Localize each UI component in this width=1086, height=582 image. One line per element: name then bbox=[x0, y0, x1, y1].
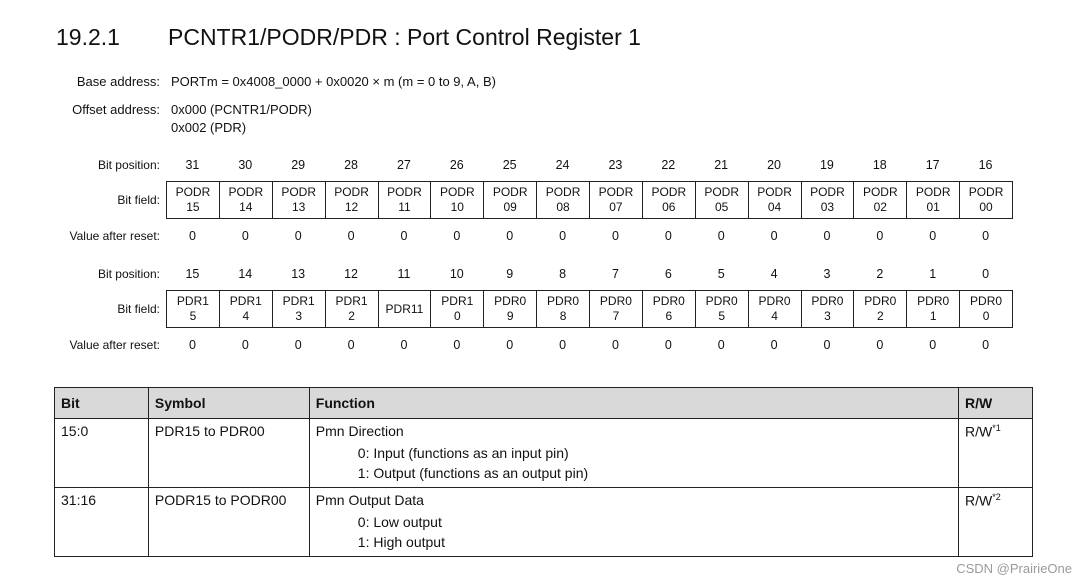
bit-field-cell: PDR0 7 bbox=[590, 291, 643, 327]
reset-value: 0 bbox=[611, 229, 619, 243]
bit-position: 20 bbox=[767, 158, 782, 172]
bit-field-cell: PDR0 2 bbox=[854, 291, 907, 327]
bit-position: 16 bbox=[978, 158, 993, 172]
reset-value: 0 bbox=[717, 229, 725, 243]
reset-value: 0 bbox=[294, 229, 302, 243]
base-address-value: PORTm = 0x4008_0000 + 0x0020 × m (m = 0 to 9, A, B) bbox=[171, 74, 496, 89]
bit-position: 4 bbox=[770, 267, 778, 281]
row-function bbox=[309, 419, 958, 488]
section-title bbox=[56, 24, 641, 51]
row-symbol: PODR15 to PODR00 bbox=[148, 488, 309, 557]
reset-value: 0 bbox=[347, 229, 355, 243]
bit-field-cell: PODR 06 bbox=[643, 182, 696, 218]
reset-value: 0 bbox=[929, 229, 937, 243]
bit-position: 12 bbox=[344, 267, 359, 281]
bit-position-label-lower: Bit position: bbox=[97, 267, 160, 281]
bit-field-cell: PDR0 6 bbox=[643, 291, 696, 327]
bit-position: 17 bbox=[925, 158, 940, 172]
reset-value: 0 bbox=[982, 229, 990, 243]
bit-position: 9 bbox=[506, 267, 514, 281]
header-rw: R/W bbox=[959, 388, 1033, 419]
bit-field-cell: PDR1 3 bbox=[273, 291, 326, 327]
base-address-label: Base address: bbox=[76, 74, 160, 89]
bit-position: 8 bbox=[559, 267, 567, 281]
reset-value: 0 bbox=[876, 338, 884, 352]
reset-value: 0 bbox=[506, 338, 514, 352]
bit-field-cell: PDR1 5 bbox=[167, 291, 220, 327]
function-name: Pmn Direction bbox=[315, 423, 404, 439]
reset-value: 0 bbox=[823, 229, 831, 243]
bit-field-cell: PODR 04 bbox=[749, 182, 802, 218]
bit-field-cell: PDR0 5 bbox=[696, 291, 749, 327]
reset-label-lower: Value after reset: bbox=[69, 338, 160, 352]
bit-fields-upper bbox=[166, 181, 1013, 219]
reset-value: 0 bbox=[400, 338, 408, 352]
bit-field-cell: PODR 01 bbox=[907, 182, 960, 218]
reset-value: 0 bbox=[664, 229, 672, 243]
reset-value: 0 bbox=[188, 229, 196, 243]
reset-value: 0 bbox=[982, 338, 990, 352]
row-rw bbox=[959, 488, 1033, 557]
bit-position-label-upper: Bit position: bbox=[97, 158, 160, 172]
row-bit: 31:16 bbox=[55, 488, 149, 557]
bit-position: 5 bbox=[717, 267, 725, 281]
reset-values-lower bbox=[166, 338, 1012, 352]
reset-value: 0 bbox=[664, 338, 672, 352]
bit-positions-upper bbox=[166, 158, 1012, 172]
bit-field-cell: PODR 10 bbox=[431, 182, 484, 218]
bit-positions-lower bbox=[166, 267, 1012, 281]
bit-field-cell: PDR11 bbox=[379, 291, 432, 327]
table-header-row bbox=[55, 388, 1033, 419]
table-row bbox=[55, 419, 1033, 488]
watermark: CSDN @PrairieOne bbox=[956, 561, 1072, 576]
reset-value: 0 bbox=[559, 229, 567, 243]
row-symbol: PDR15 to PDR00 bbox=[148, 419, 309, 488]
reset-value: 0 bbox=[188, 338, 196, 352]
function-name: Pmn Output Data bbox=[315, 492, 424, 508]
reset-values-upper bbox=[166, 229, 1012, 243]
bit-position: 18 bbox=[872, 158, 887, 172]
section-heading: PCNTR1/PODR/PDR : Port Control Register 1 bbox=[168, 24, 641, 50]
bit-position: 10 bbox=[449, 267, 464, 281]
header-bit: Bit bbox=[55, 388, 149, 419]
function-option: 0: Low output bbox=[357, 514, 442, 530]
bit-field-cell: PODR 00 bbox=[960, 182, 1013, 218]
bit-description-table bbox=[54, 387, 1033, 557]
bit-position: 21 bbox=[714, 158, 729, 172]
row-rw bbox=[959, 419, 1033, 488]
bit-field-cell: PODR 11 bbox=[379, 182, 432, 218]
function-option: 1: High output bbox=[357, 534, 445, 550]
bit-field-cell: PODR 14 bbox=[220, 182, 273, 218]
bit-field-cell: PODR 13 bbox=[273, 182, 326, 218]
bit-fields-lower bbox=[166, 290, 1013, 328]
row-function bbox=[309, 488, 958, 557]
bit-position: 1 bbox=[929, 267, 937, 281]
bit-position: 13 bbox=[291, 267, 306, 281]
reset-value: 0 bbox=[294, 338, 302, 352]
bit-position: 25 bbox=[502, 158, 517, 172]
reset-value: 0 bbox=[929, 338, 937, 352]
reset-value: 0 bbox=[823, 338, 831, 352]
offset-address-line-2: 0x002 (PDR) bbox=[171, 120, 247, 135]
bit-field-label-lower: Bit field: bbox=[117, 302, 160, 316]
reset-value: 0 bbox=[876, 229, 884, 243]
bit-position: 23 bbox=[608, 158, 623, 172]
reset-value: 0 bbox=[400, 229, 408, 243]
header-function: Function bbox=[309, 388, 958, 419]
reset-value: 0 bbox=[453, 338, 461, 352]
rw-value: R/W bbox=[965, 423, 993, 440]
bit-position: 28 bbox=[344, 158, 359, 172]
bit-field-cell: PODR 08 bbox=[537, 182, 590, 218]
bit-field-cell: PODR 07 bbox=[590, 182, 643, 218]
table-row bbox=[55, 488, 1033, 557]
bit-position: 26 bbox=[449, 158, 464, 172]
reset-value: 0 bbox=[717, 338, 725, 352]
bit-field-cell: PDR1 2 bbox=[326, 291, 379, 327]
bit-field-cell: PODR 15 bbox=[167, 182, 220, 218]
function-option: 0: Input (functions as an input pin) bbox=[357, 445, 569, 461]
bit-field-cell: PDR1 0 bbox=[431, 291, 484, 327]
rw-footnote: *2 bbox=[992, 492, 1001, 502]
bit-field-cell: PODR 02 bbox=[854, 182, 907, 218]
bit-field-cell: PODR 03 bbox=[802, 182, 855, 218]
reset-value: 0 bbox=[347, 338, 355, 352]
reset-value: 0 bbox=[241, 229, 249, 243]
bit-position: 0 bbox=[982, 267, 990, 281]
bit-field-cell: PDR0 9 bbox=[484, 291, 537, 327]
rw-value: R/W bbox=[965, 492, 993, 509]
bit-position: 15 bbox=[185, 267, 200, 281]
bit-field-cell: PODR 09 bbox=[484, 182, 537, 218]
bit-position: 24 bbox=[555, 158, 570, 172]
bit-position: 31 bbox=[185, 158, 200, 172]
reset-value: 0 bbox=[559, 338, 567, 352]
bit-position: 2 bbox=[876, 267, 884, 281]
reset-value: 0 bbox=[506, 229, 514, 243]
reset-value: 0 bbox=[611, 338, 619, 352]
bit-field-cell: PODR 05 bbox=[696, 182, 749, 218]
bit-position: 6 bbox=[664, 267, 672, 281]
reset-value: 0 bbox=[770, 338, 778, 352]
bit-field-cell: PDR0 1 bbox=[907, 291, 960, 327]
bit-position: 27 bbox=[396, 158, 411, 172]
bit-position: 7 bbox=[611, 267, 619, 281]
bit-position: 22 bbox=[661, 158, 676, 172]
bit-position: 19 bbox=[819, 158, 834, 172]
bit-position: 30 bbox=[238, 158, 253, 172]
reset-value: 0 bbox=[770, 229, 778, 243]
reset-value: 0 bbox=[453, 229, 461, 243]
header-symbol: Symbol bbox=[148, 388, 309, 419]
row-bit: 15:0 bbox=[55, 419, 149, 488]
bit-position: 11 bbox=[397, 267, 411, 281]
reset-value: 0 bbox=[241, 338, 249, 352]
bit-field-cell: PDR0 3 bbox=[802, 291, 855, 327]
section-number: 19.2.1 bbox=[56, 24, 120, 50]
offset-address-line-1: 0x000 (PCNTR1/PODR) bbox=[171, 102, 312, 117]
bit-field-cell: PODR 12 bbox=[326, 182, 379, 218]
function-option: 1: Output (functions as an output pin) bbox=[357, 465, 589, 481]
bit-field-cell: PDR0 4 bbox=[749, 291, 802, 327]
bit-field-label-upper: Bit field: bbox=[117, 193, 160, 207]
bit-position: 29 bbox=[291, 158, 306, 172]
reset-label-upper: Value after reset: bbox=[69, 229, 160, 243]
bit-field-cell: PDR0 0 bbox=[960, 291, 1013, 327]
bit-position: 3 bbox=[823, 267, 831, 281]
offset-address-label: Offset address: bbox=[72, 102, 160, 117]
bit-field-cell: PDR0 8 bbox=[537, 291, 590, 327]
bit-position: 14 bbox=[238, 267, 253, 281]
bit-field-cell: PDR1 4 bbox=[220, 291, 273, 327]
rw-footnote: *1 bbox=[992, 423, 1001, 433]
